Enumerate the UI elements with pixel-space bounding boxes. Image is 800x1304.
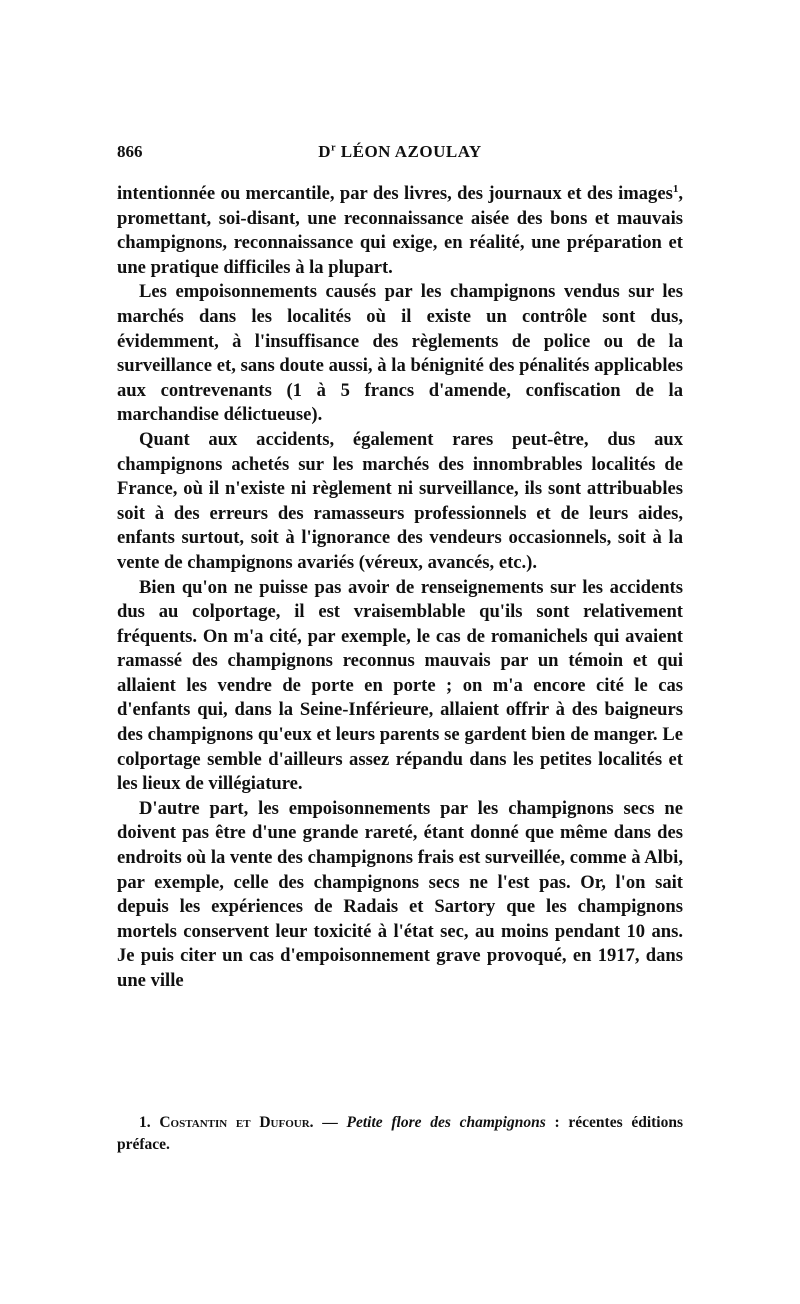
body-text bbox=[117, 182, 683, 994]
footnote bbox=[117, 1112, 683, 1156]
footnote-ref: 1 bbox=[672, 182, 679, 195]
footnote-number: 1. bbox=[139, 1114, 151, 1131]
paragraph-4: Bien qu'on ne puisse pas avoir de renseignements sur les accidents dus au colportage, il est vraisemblable qu'ils sont relativement fréquents. On m'a cité, par exemple, le cas de romanichels qui avaient ramassé des champignons reconnus mauvais par un témoin et qui allaient les vendre de porte en porte ; on m'a encore cité le cas d'enfants qui, dans la Seine-Inférieure, allaient offrir à des baigneurs des champignons qu'eux et leurs parents se gardent bien de manger. Le colportage semble d'ailleurs assez répandu dans les petites localités et les lieux de villégiature. bbox=[117, 576, 683, 795]
paragraph-1 bbox=[117, 182, 683, 280]
paragraph-1-text: intentionnée ou mercantile, par des livres, des journaux et des images bbox=[117, 183, 673, 204]
running-head-sup: r bbox=[331, 142, 337, 154]
page-header bbox=[117, 142, 683, 168]
page-number: 866 bbox=[117, 142, 143, 161]
footnote-dash: — bbox=[313, 1114, 347, 1131]
paragraph-2: Les empoisonnements causés par les champignons vendus sur les marchés dans les localités où il existe un contrôle sont dus, évidemment, à l'insuffisance des règlements de police ou de la surveillance et, sans doute aussi, à la bénignité des pénalités applicables aux contrevenants (1 à 5 francs d'amende, confiscation de la marchandise délictueuse). bbox=[117, 281, 683, 426]
footnote-rest: : récentes éditions préface. bbox=[117, 1114, 684, 1153]
paragraph-3: Quant aux accidents, également rares peut-être, dus aux champignons achetés sur les marchés des innombrables localités de France, où il n'existe ni règlement ni surveillance, ils sont attribuables soit à des erreurs des ramasseurs professionnels et de leurs aides, enfants surtout, soit à l'ignorance des vendeurs occasionnels, soit à la vente de champignons avariés (véreux, avancés, etc.). bbox=[117, 428, 683, 573]
running-head-prefix: D bbox=[318, 142, 332, 161]
paragraph-5: D'autre part, les empoisonnements par les champignons secs ne doivent pas être d'une grande rareté, étant donné que même dans des endroits où la vente des champignons frais est surveillée, comme à Albi, par exemple, celle des champignons secs ne l'est pas. Or, l'on sait depuis les expériences de Radais et Sartory que les champignons mortels conservent leur toxicité à l'état sec, au moins pendant 10 ans. Je puis citer un cas d'empoisonnement grave provoqué, en 1917, dans une ville bbox=[117, 797, 683, 991]
footnote-title: Petite flore des champignons bbox=[346, 1114, 546, 1131]
paragraph-1-text-cont: , promettant, soi-disant, une reconnaissance aisée des bons et mauvais champignons, reconnaissance qui exige, en réalité, une préparation et une pratique difficiles à la plupart. bbox=[117, 183, 683, 278]
running-head bbox=[117, 142, 683, 162]
running-head-name: LÉON AZOULAY bbox=[336, 142, 482, 161]
footnote-authors: Costantin et Dufour. bbox=[159, 1114, 314, 1131]
